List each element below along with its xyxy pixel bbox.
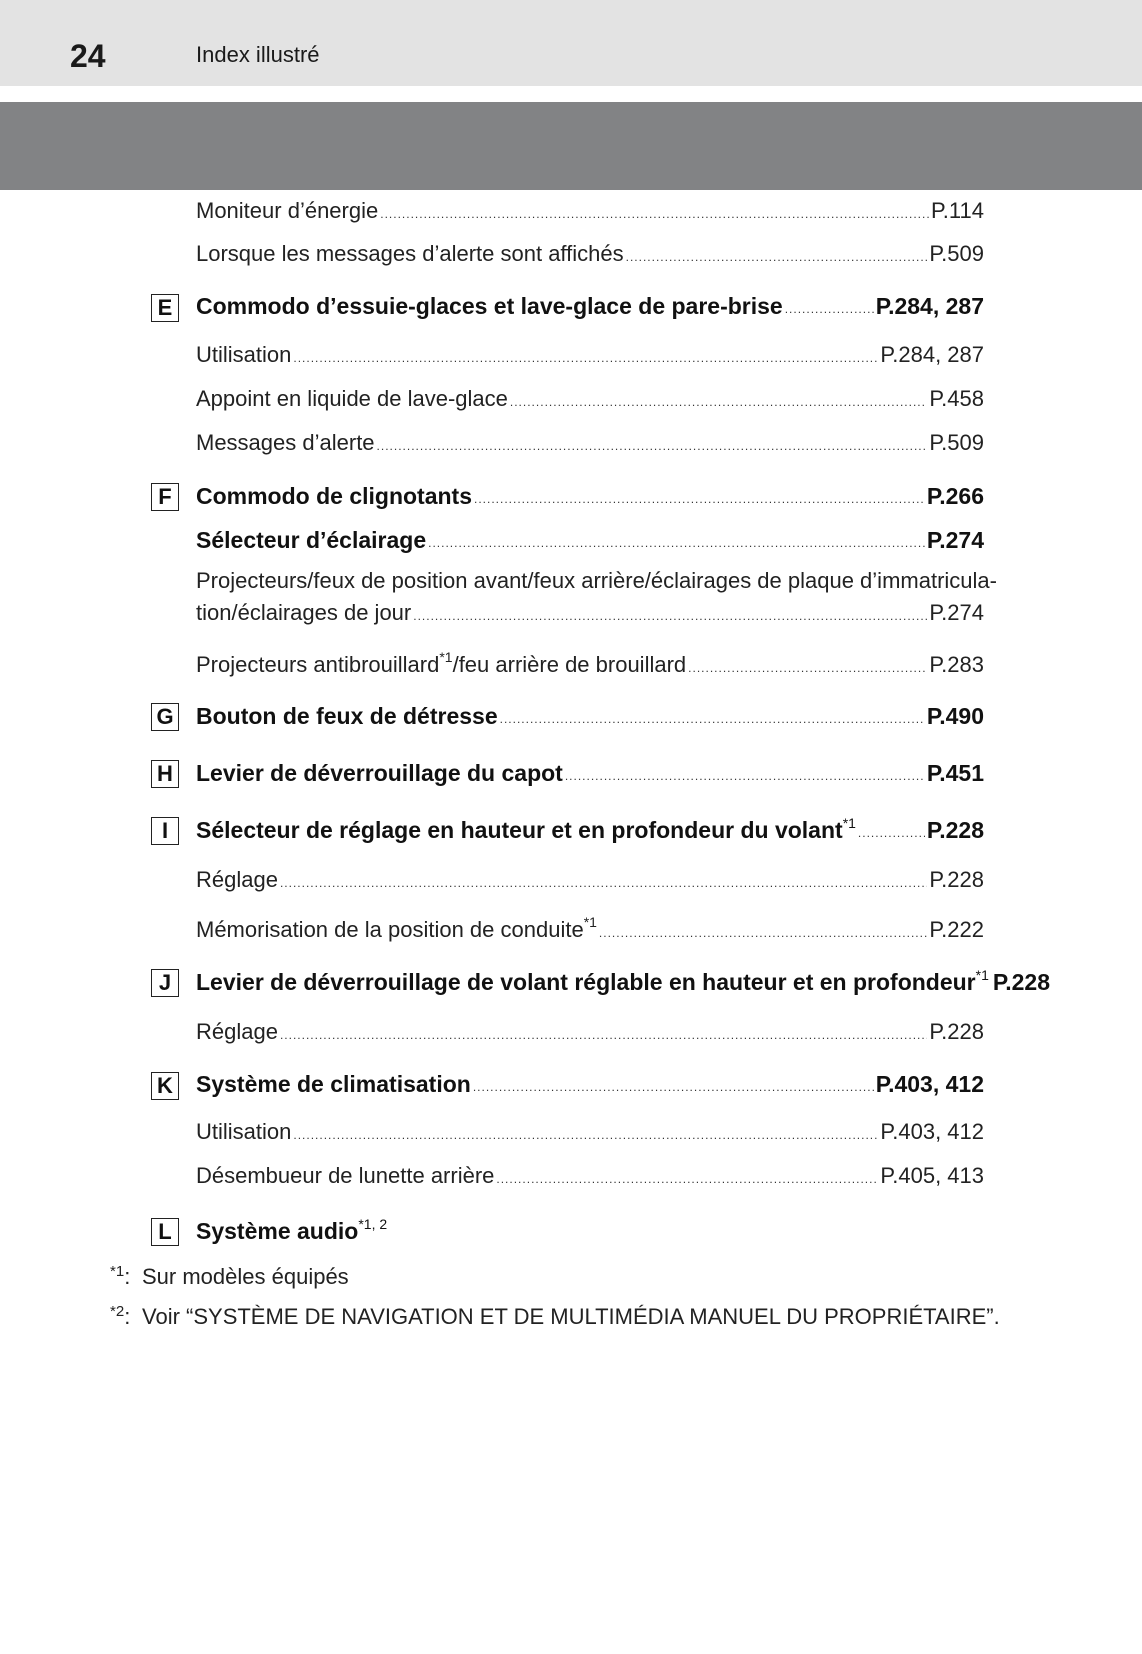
page-ref[interactable]: P.458 [929,386,984,411]
page-ref[interactable]: P.490 [926,703,984,729]
index-entry-ac-usage: Utilisation ..... P.403, 412 [196,1117,984,1147]
page-ref[interactable]: P.274 [926,527,984,553]
page-ref[interactable]: P.228 [926,817,984,843]
page-ref[interactable]: P.228 [929,1019,984,1044]
page-ref[interactable]: P.228 [929,867,984,892]
page-ref[interactable]: P.509 [929,430,984,455]
footnote-1: $^{*1}$: Sur modèles équipés [110,1263,349,1289]
footnote-ref: *1 [439,649,453,665]
index-entry-steering-adjust-switch: Sélecteur de réglage en hauteur et en profondeur du volant$^{*1}$ ..... P.228 [196,815,984,845]
page-ref[interactable]: P.509 [929,241,984,266]
index-entry-wiper-usage: Utilisation ..... P.284, 287 [196,340,984,370]
index-entry-headlights: tion/éclairages de jour ..... P.274 [196,598,984,628]
section-title: Index illustré [196,42,320,67]
index-entry-light-switch: Sélecteur d’éclairage ..... P.274 [196,525,984,555]
index-entry-adjustment: Réglage ..... P.228 [196,865,984,895]
callout-letter-e: E [151,294,179,322]
dot-leader [413,610,927,622]
page-ref[interactable]: P.403, 412 [880,1119,984,1144]
footnote-mark: *1 [110,1263,125,1280]
footnote-text: Sur modèles équipés [142,1264,349,1289]
index-entry-headlights-line1: Projecteurs/feux de position avant/feux arrière/éclairages de plaque d’immatricula- [196,568,997,593]
footnote-text: Voir “SYSTÈME DE NAVIGATION ET DE MULTIMÉDIA MANUEL DU PROPRIÉTAIRE”. [142,1304,1000,1329]
page-ref[interactable]: P.114 [930,198,984,223]
dot-leader [280,1029,927,1041]
footnote-ref: *1 [842,815,856,831]
dot-leader [500,713,925,725]
page-ref[interactable]: P.451 [926,760,984,786]
index-entry-turn-signal-switch: Commodo de clignotants ..... P.266 [196,481,984,511]
callout-letter-k: K [151,1072,179,1100]
index-entry-energy-monitor: Moniteur d’énergie ..... P.114 [196,196,984,226]
index-entry-hood-release: Levier de déverrouillage du capot ..... P.451 [196,758,984,788]
dot-leader [474,493,925,505]
dot-leader [380,208,929,220]
index-entry-washer-fluid-refill: Appoint en liquide de lave-glace ..... P.458 [196,384,984,414]
page-ref[interactable]: P.403, 412 [875,1071,984,1097]
callout-letter-i: I [151,817,179,845]
footnote-2: $^{*2}$: Voir “SYSTÈME DE NAVIGATION ET DE MULTIMÉDIA MANUEL DU PROPRIÉTAIRE”. [110,1303,1000,1329]
dot-leader [280,877,927,889]
page-ref[interactable]: P.266 [926,483,984,509]
index-entry-air-conditioning: Système de climatisation ..... P.403, 412 [196,1069,984,1099]
footnote-ref: *1, 2 [358,1216,388,1232]
index-entry-driving-position-memory: Mémorisation de la position de conduite$^{*1}$ ..... P.222 [196,915,984,945]
dot-leader [293,352,878,364]
dot-leader [688,662,927,674]
callout-letter-g: G [151,703,179,731]
footnote-mark: *2 [110,1303,125,1320]
callout-letter-j: J [151,969,179,997]
page-number: 24 [70,38,106,74]
page-ref[interactable]: P.283 [929,652,984,677]
dot-leader [626,251,928,263]
index-entry-fog-lights: Projecteurs antibrouillard$^{*1}$/feu arrière de brouillard ..... P.283 [196,650,984,680]
callout-letter-l: L [151,1218,179,1246]
dot-leader [599,927,927,939]
illustration-banner [0,102,1142,190]
index-entry-alert-messages-displayed: Lorsque les messages d’alerte sont affichés ..... P.509 [196,239,984,269]
index-entry-audio-system: Système audio$^{*1, 2}$ [196,1216,388,1244]
dot-leader [293,1129,878,1141]
page-ref[interactable]: P.405, 413 [880,1163,984,1188]
index-entry-hazard-button: Bouton de feux de détresse ..... P.490 [196,701,984,731]
index-entry-alert-messages: Messages d’alerte ..... P.509 [196,428,984,458]
footnote-ref: *1 [583,914,597,930]
dot-leader [785,303,874,315]
dot-leader [496,1173,878,1185]
index-entry-wiper-washer-switch: Commodo d’essuie-glaces et lave-glace de pare-brise ..... P.284, 287 [196,291,984,321]
page-ref[interactable]: P.228 [992,969,1051,995]
header-bar [0,0,1142,86]
index-entry-rear-defogger: Désembueur de lunette arrière ..... P.405, 413 [196,1161,984,1191]
index-entry-steering-release-lever: Levier de déverrouillage de volant réglable en hauteur et en profondeur$^{*1}$ P.228 [196,967,1051,995]
dot-leader [377,440,928,452]
dot-leader [510,396,927,408]
callout-letter-f: F [151,483,179,511]
page-ref[interactable]: P.274 [929,600,984,625]
dot-leader [858,827,925,839]
callout-letter-h: H [151,760,179,788]
index-entry-adjustment: Réglage ..... P.228 [196,1017,984,1047]
dot-leader [565,770,925,782]
dot-leader [428,537,925,549]
page-ref[interactable]: P.284, 287 [875,293,984,319]
page-ref[interactable]: P.222 [929,917,984,942]
dot-leader [473,1081,874,1093]
page-ref[interactable]: P.284, 287 [880,342,984,367]
footnote-ref: *1 [975,967,989,983]
